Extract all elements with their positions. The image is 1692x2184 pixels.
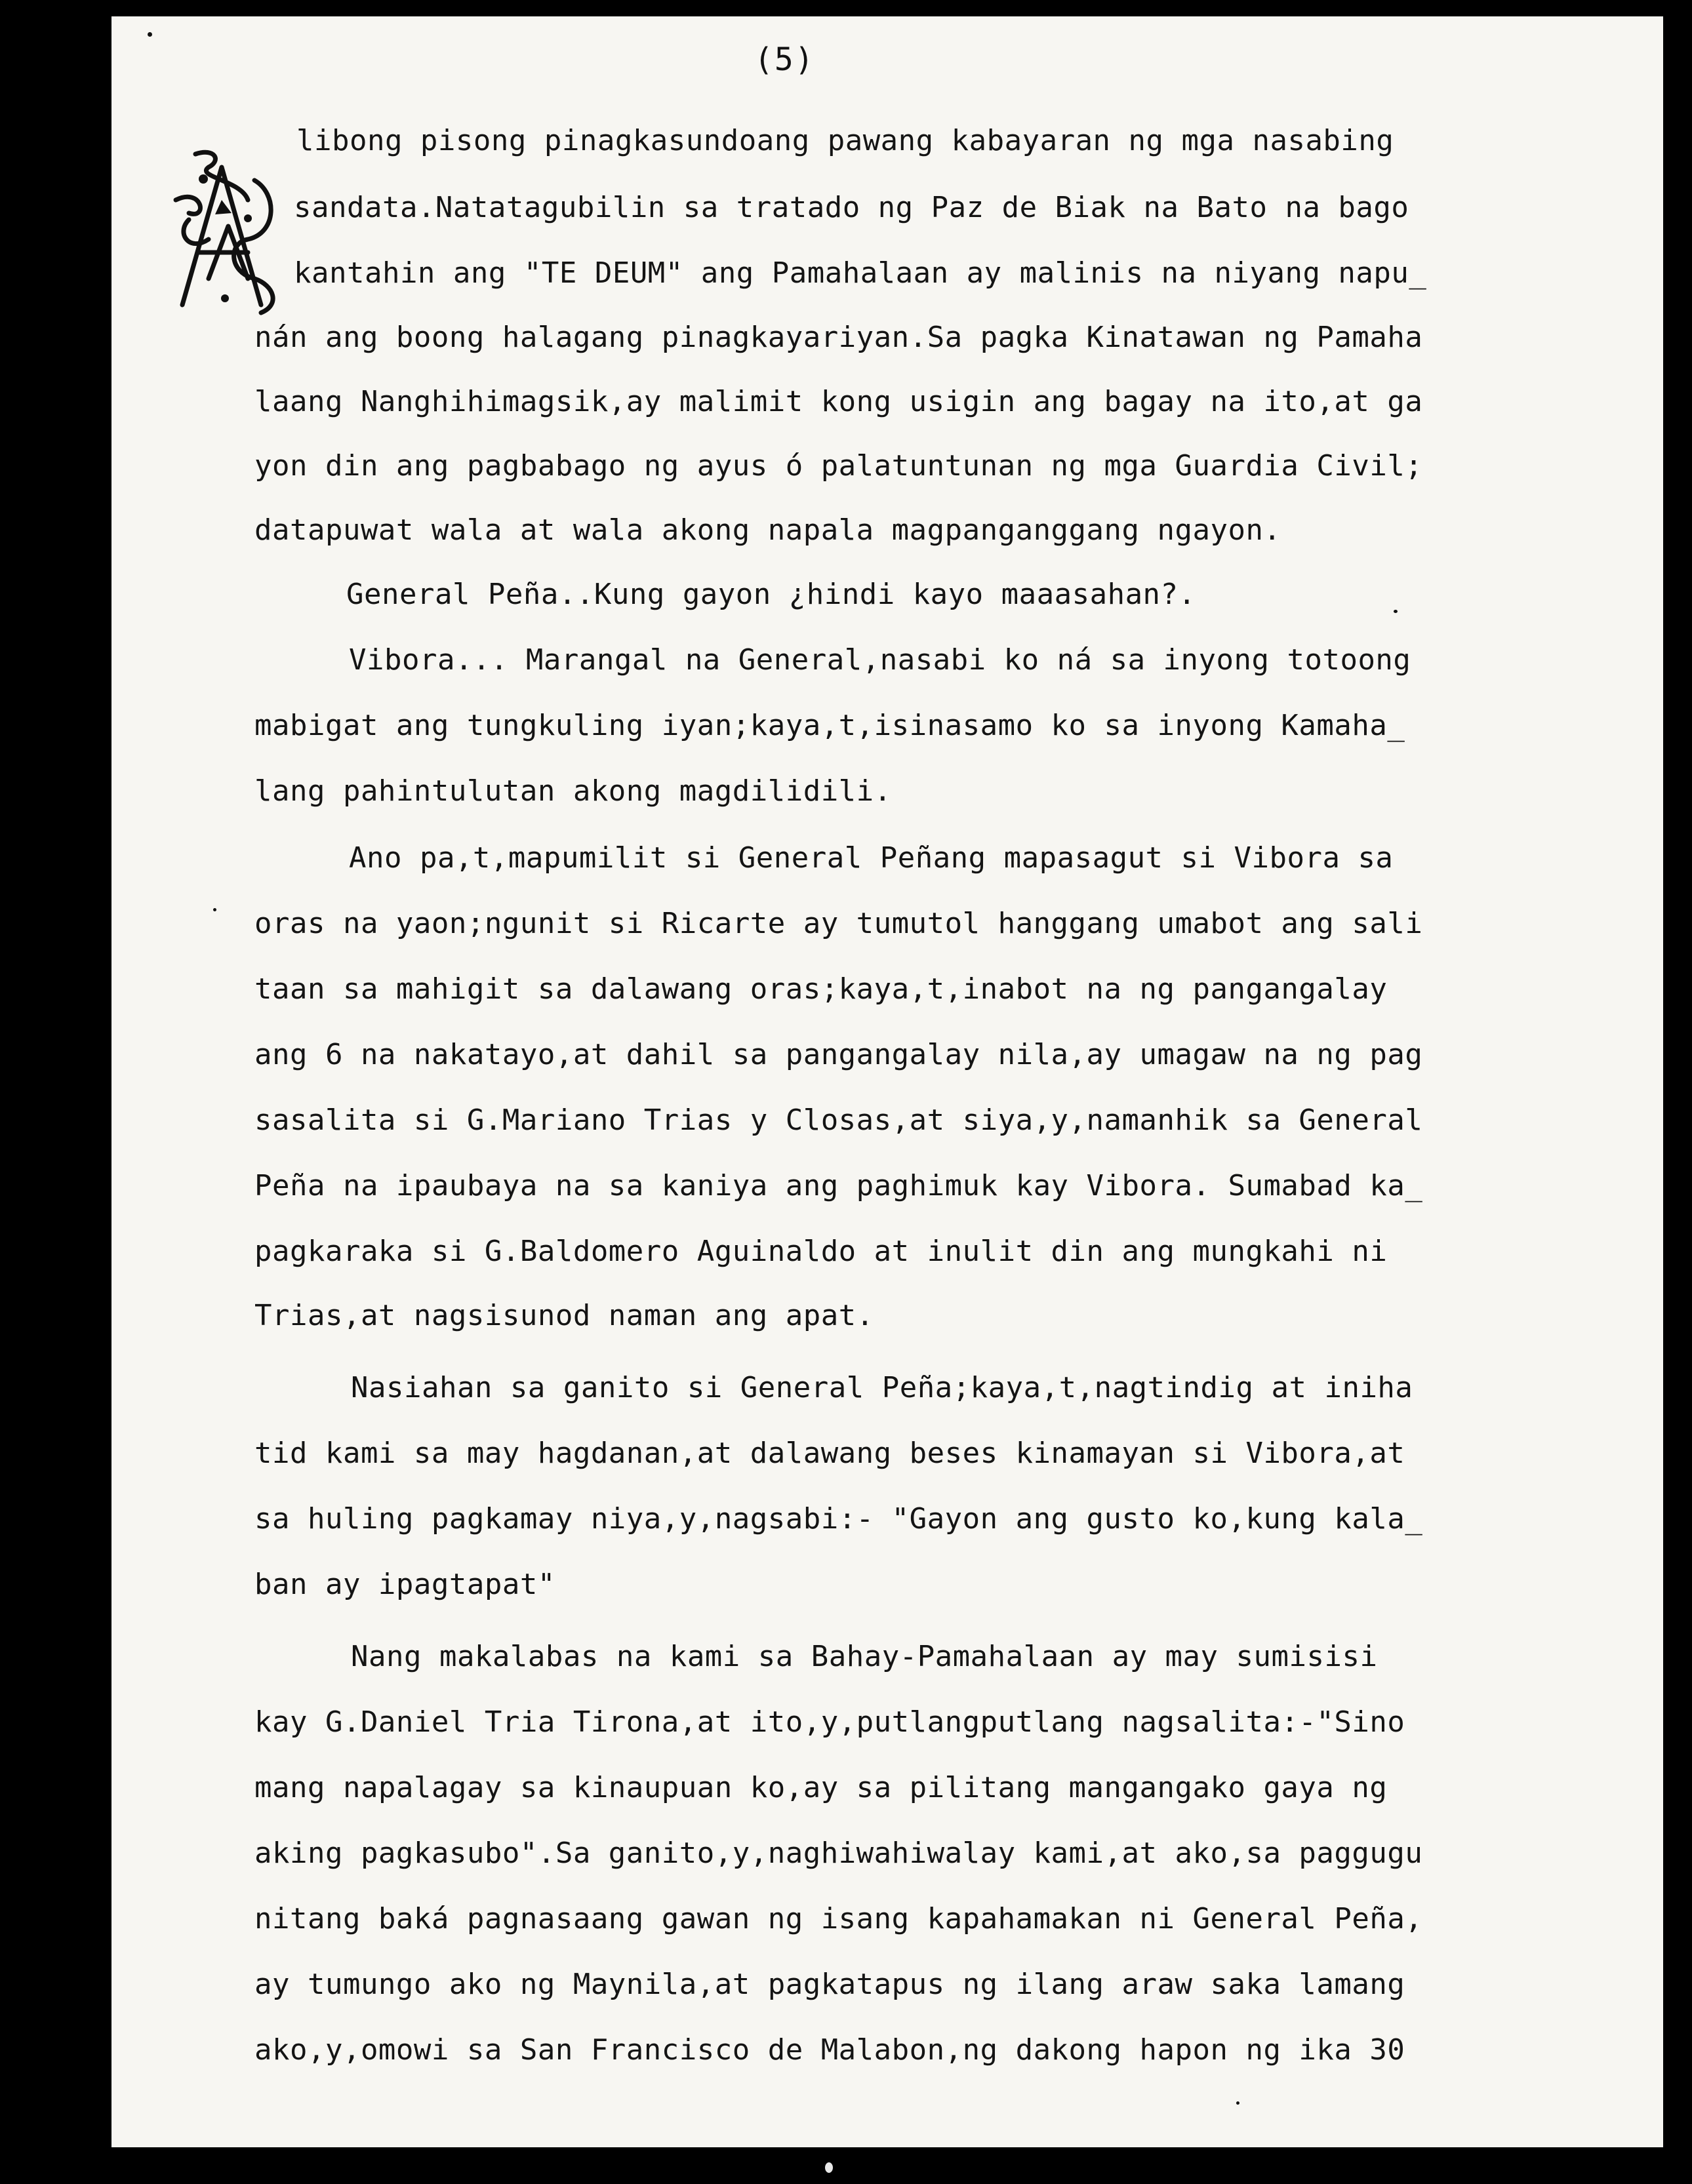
text-line: mang napalagay sa kinaupuan ko,ay sa pilitang mangangako gaya ng	[254, 1771, 1388, 1804]
text-line: mabigat ang tungkuling iyan;kaya,t,isinasamo ko sa inyong Kamaha_	[254, 709, 1405, 742]
text-line: Nasiahan sa ganito si General Peña;kaya,t,nagtindig at iniha	[351, 1371, 1413, 1404]
text-line: tid kami sa may hagdanan,at dalawang beses kinamayan si Vibora,at	[254, 1437, 1405, 1470]
typed-text-body	[111, 16, 1663, 2067]
text-line: Nang makalabas na kami sa Bahay-Pamahalaan ay may sumisisi	[351, 1640, 1378, 1673]
page-number: (5)	[754, 41, 815, 78]
speck	[1236, 2101, 1239, 2105]
text-line: General Peña..Kung gayon ¿hindi kayo maaasahan?.	[346, 578, 1196, 611]
scan-speck	[825, 2162, 833, 2173]
text-line: lang pahintulutan akong magdilidili.	[254, 774, 892, 808]
text-line: sa huling pagkamay niya,y,nagsabi:- "Gayon ang gusto ko,kung kala_	[254, 1502, 1423, 1536]
text-line: laang Nanghihimagsik,ay malimit kong usigin ang bagay na ito,at ga	[254, 385, 1423, 418]
text-line: sasalita si G.Mariano Trias y Closas,at siya,y,namanhik sa General	[254, 1103, 1423, 1137]
text-line: taan sa mahigit sa dalawang oras;kaya,t,inabot na ng pangangalay	[254, 972, 1388, 1006]
text-line: Trias,at nagsisunod naman ang apat.	[254, 1299, 874, 1332]
text-line: ban ay ipagtapat"	[254, 1568, 555, 1601]
text-line: ako,y,omowi sa San Francisco de Malabon,ng dakong hapon ng ika 30	[254, 2033, 1405, 2067]
document-page	[111, 16, 1663, 2147]
text-line: sandata.Natatagubilin sa tratado ng Paz de Biak na Bato na bago	[294, 191, 1409, 224]
text-line: nitang baká pagnasaang gawan ng isang kapahamakan ni General Peña,	[254, 1902, 1423, 1936]
text-line: Vibora... Marangal na General,nasabi ko ná sa inyong totoong	[349, 643, 1411, 677]
text-line: Ano pa,t,mapumilit si General Peñang mapasagut si Vibora sa	[349, 841, 1394, 875]
text-line: pagkaraka si G.Baldomero Aguinaldo at inulit din ang mungkahi ni	[254, 1235, 1388, 1268]
text-line: kay G.Daniel Tria Tirona,at ito,y,putlangputlang nagsalita:-"Sino	[254, 1705, 1405, 1739]
text-line: kantahin ang "TE DEUM" ang Pamahalaan ay malinis na niyang napu_	[294, 256, 1427, 290]
text-line: yon din ang pagbabago ng ayus ó palatuntunan ng mga Guardia Civil;	[254, 449, 1423, 483]
text-line: aking pagkasubo".Sa ganito,y,naghiwahiwalay kami,at ako,sa paggugu	[254, 1837, 1423, 1870]
text-line: ay tumungo ako ng Maynila,at pagkatapus ng ilang araw saka lamang	[254, 1968, 1405, 2001]
text-line: ang 6 na nakatayo,at dahil sa pangangalay nila,ay umagaw na ng pag	[254, 1038, 1423, 1071]
text-line: oras na yaon;ngunit si Ricarte ay tumutol hanggang umabot ang sali	[254, 907, 1423, 940]
text-line: libong pisong pinagkasundoang pawang kabayaran ng mga nasabing	[296, 124, 1394, 157]
text-line: Peña na ipaubaya na sa kaniya ang paghimuk kay Vibora. Sumabad ka_	[254, 1169, 1423, 1202]
text-line: datapuwat wala at wala akong napala magpanganggang ngayon.	[254, 513, 1281, 547]
text-line: nán ang boong halagang pinagkayariyan.Sa pagka Kinatawan ng Pamaha	[254, 321, 1423, 354]
